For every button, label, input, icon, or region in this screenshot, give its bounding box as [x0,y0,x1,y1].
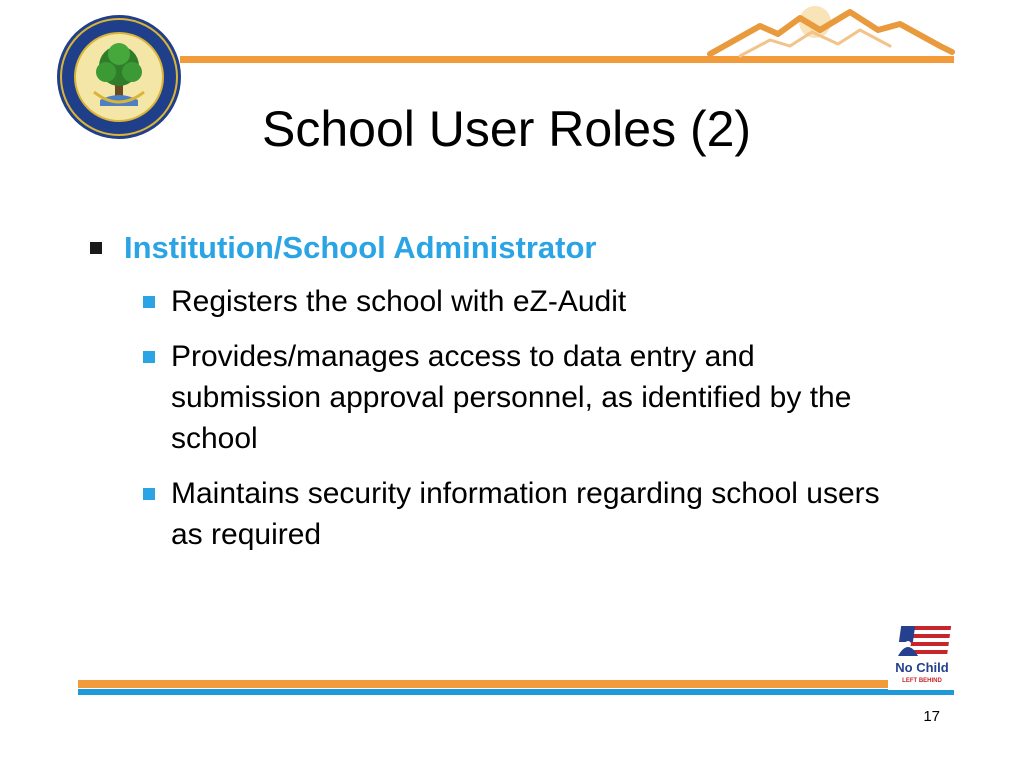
department-of-education-seal-icon [56,14,182,140]
sub-bullet-text: Provides/manages access to data entry and submission approval personnel, as identified by the school [171,340,852,455]
footer-rule-blue [78,689,954,695]
page-number: 17 [923,708,940,725]
sub-bullet-registers [143,281,901,322]
svg-text:No Child: No Child [895,660,949,675]
square-bullet-icon [143,296,155,308]
sub-bullet-maintains-security [143,473,901,555]
slide-title: School User Roles (2) [262,101,752,157]
square-bullet-icon [143,488,155,500]
bullet-institution-admin [90,228,596,268]
mountain-sun-icon [700,0,960,62]
sub-bullet-provides-access [143,336,901,459]
sub-bullet-text: Registers the school with eZ-Audit [171,285,627,318]
no-child-left-behind-logo-icon [888,620,956,690]
sub-bullet-text: Maintains security information regarding school users as required [171,477,880,551]
square-bullet-icon [143,351,155,363]
bullet-heading: Institution/School Administrator [124,230,597,265]
footer-rule-orange [78,680,954,688]
square-bullet-icon [90,242,102,254]
svg-text:LEFT BEHIND: LEFT BEHIND [902,678,942,684]
